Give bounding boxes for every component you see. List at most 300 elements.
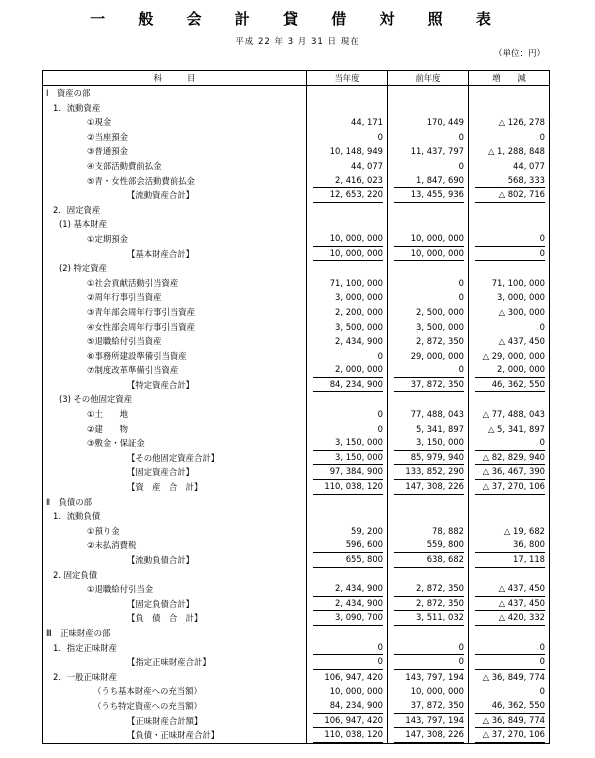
current-year-value: 71, 100, 000 (329, 277, 383, 288)
table-row (43, 86, 550, 101)
change-value: △ 36, 849, 774 (475, 714, 545, 729)
previous-year-value-cell (388, 115, 469, 130)
change-value-cell (469, 232, 550, 247)
row-label: ④支部活動費前払金 (43, 159, 307, 174)
previous-year-value-cell (388, 130, 469, 145)
current-year-value: 44, 077 (351, 160, 383, 171)
table-row (43, 174, 550, 189)
previous-year-value: 10, 000, 000 (410, 686, 464, 697)
change-value-cell (469, 276, 550, 291)
previous-year-value-cell (388, 305, 469, 320)
table-row (43, 334, 550, 349)
change-value-cell (469, 641, 550, 656)
change-value: △ 802, 716 (475, 188, 545, 203)
row-label: （うち特定資産への充当額） (43, 699, 307, 714)
change-value-cell (469, 714, 550, 729)
row-label: 【流動資産合計】 (43, 188, 307, 203)
previous-year-value-cell (388, 728, 469, 743)
current-year-value: 84, 234, 900 (313, 699, 383, 714)
current-year-value: 655, 800 (313, 553, 383, 568)
row-label: Ⅰ 資産の部 (43, 86, 307, 101)
previous-year-value: 133, 852, 290 (394, 465, 464, 480)
table-row (43, 436, 550, 451)
row-label: ④女性部会周年行事引当資産 (43, 320, 307, 335)
change-value: 0 (539, 686, 545, 697)
table-row (43, 553, 550, 568)
previous-year-value: 147, 308, 226 (394, 480, 464, 495)
current-year-value-cell (307, 495, 388, 510)
change-value-cell (469, 363, 550, 378)
previous-year-value-cell (388, 232, 469, 247)
current-year-value: 2, 416, 023 (313, 174, 383, 189)
current-year-value: 106, 947, 420 (313, 714, 383, 729)
table-row (43, 101, 550, 116)
current-year-value-cell (307, 641, 388, 656)
previous-year-value-cell (388, 276, 469, 291)
current-year-value-cell (307, 480, 388, 495)
change-value-cell (469, 320, 550, 335)
change-value-cell (469, 509, 550, 524)
row-label: (1) 基本財産 (43, 217, 307, 232)
row-label: 【資 産 合 計】 (43, 480, 307, 495)
change-value-cell (469, 495, 550, 510)
table-row (43, 261, 550, 276)
row-label: 【その他固定資産合計】 (43, 451, 307, 466)
change-value: 0 (475, 641, 545, 656)
table-row (43, 115, 550, 130)
current-year-value: 97, 384, 900 (313, 465, 383, 480)
change-value-cell (469, 378, 550, 393)
change-value: △ 1, 288, 848 (487, 146, 545, 157)
current-year-value: 0 (313, 655, 383, 670)
change-value: 36, 800 (475, 538, 545, 553)
table-row (43, 247, 550, 262)
row-label: ②当座預金 (43, 130, 307, 145)
change-value-cell (469, 349, 550, 364)
row-label: ⑦制度改革準備引当資産 (43, 363, 307, 378)
change-value: △ 37, 270, 106 (475, 480, 545, 495)
previous-year-value: 170, 449 (426, 117, 464, 128)
change-value-cell (469, 130, 550, 145)
current-year-value-cell (307, 203, 388, 218)
as-of-date: 平成 22 年 3 月 31 日 現在 (235, 37, 360, 47)
header-current-year: 当年度 (307, 71, 388, 86)
previous-year-value: 5, 341, 897 (416, 423, 464, 434)
change-value-cell (469, 684, 550, 699)
row-label: 1．流動負債 (43, 509, 307, 524)
row-label: ①退職給付引当金 (43, 582, 307, 597)
current-year-value-cell (307, 553, 388, 568)
change-value-cell (469, 247, 550, 262)
previous-year-value: 2, 872, 350 (394, 582, 464, 597)
current-year-value-cell (307, 611, 388, 626)
previous-year-value-cell (388, 261, 469, 276)
change-value-cell (469, 174, 550, 189)
table-row (43, 232, 550, 247)
unit-label: （単位：円） (493, 49, 545, 59)
previous-year-value-cell (388, 188, 469, 203)
table-row (43, 495, 550, 510)
previous-year-value: 3, 150, 000 (394, 436, 464, 451)
change-value: 44, 077 (513, 160, 545, 171)
change-value: △ 437, 450 (475, 582, 545, 597)
previous-year-value-cell (388, 203, 469, 218)
change-value: △ 437, 450 (475, 597, 545, 612)
table-row (43, 480, 550, 495)
change-value: 46, 362, 550 (475, 699, 545, 714)
row-label: 2. 固定負債 (43, 568, 307, 583)
previous-year-value: 2, 872, 350 (394, 597, 464, 612)
previous-year-value: 0 (458, 292, 464, 303)
previous-year-value-cell (388, 392, 469, 407)
previous-year-value: 0 (394, 363, 464, 378)
change-value: △ 5, 341, 897 (487, 423, 545, 434)
previous-year-value-cell (388, 641, 469, 656)
current-year-value-cell (307, 363, 388, 378)
row-label: Ⅲ 正味財産の部 (43, 626, 307, 641)
current-year-value: 10, 000, 000 (313, 247, 383, 262)
change-value: △ 126, 278 (498, 117, 545, 128)
row-label: 【基本財産合計】 (43, 247, 307, 262)
current-year-value: 44, 171 (351, 117, 383, 128)
table-row (43, 422, 550, 437)
change-value-cell (469, 611, 550, 626)
current-year-value-cell (307, 232, 388, 247)
previous-year-value-cell (388, 451, 469, 466)
change-value-cell (469, 101, 550, 116)
current-year-value: 3, 150, 000 (313, 436, 383, 451)
current-year-value: 2, 200, 000 (335, 306, 383, 317)
row-label: （うち基本財産への充当額） (43, 684, 307, 699)
row-label: 2．一般正味財産 (43, 670, 307, 685)
previous-year-value-cell (388, 568, 469, 583)
change-value-cell (469, 553, 550, 568)
change-value-cell (469, 144, 550, 159)
change-value: 0 (475, 655, 545, 670)
current-year-value: 12, 653, 220 (313, 188, 383, 203)
change-value-cell (469, 582, 550, 597)
previous-year-value: 3, 511, 032 (394, 611, 464, 626)
table-row (43, 392, 550, 407)
change-value-cell (469, 670, 550, 685)
previous-year-value: 0 (458, 160, 464, 171)
current-year-value-cell (307, 86, 388, 101)
change-value: △ 77, 488, 043 (482, 409, 545, 420)
current-year-value-cell (307, 144, 388, 159)
previous-year-value-cell (388, 655, 469, 670)
change-value: 17, 118 (475, 553, 545, 568)
current-year-value: 10, 000, 000 (329, 686, 383, 697)
current-year-value: 59, 200 (351, 525, 383, 536)
current-year-value: 3, 090, 700 (313, 611, 383, 626)
row-label: ⑥事務所建設準備引当資産 (43, 349, 307, 364)
change-value-cell (469, 465, 550, 480)
table-row (43, 524, 550, 539)
current-year-value-cell (307, 305, 388, 320)
previous-year-value: 3, 500, 000 (416, 321, 464, 332)
current-year-value-cell (307, 407, 388, 422)
previous-year-value-cell (388, 465, 469, 480)
row-label: 2．固定資産 (43, 203, 307, 218)
previous-year-value: 143, 797, 194 (405, 671, 464, 682)
previous-year-value-cell (388, 495, 469, 510)
header-item: 科 目 (43, 71, 307, 86)
table-row (43, 276, 550, 291)
change-value: 0 (539, 321, 545, 332)
row-label: 【特定資産合計】 (43, 378, 307, 393)
previous-year-value: 13, 455, 936 (394, 188, 464, 203)
change-value: △ 37, 270, 106 (475, 728, 545, 743)
row-label: (3) その他固定資産 (43, 392, 307, 407)
change-value-cell (469, 568, 550, 583)
table-row (43, 509, 550, 524)
row-label: 【固定負債合計】 (43, 597, 307, 612)
previous-year-value: 37, 872, 350 (394, 699, 464, 714)
table-row (43, 144, 550, 159)
change-value: 71, 100, 000 (491, 277, 545, 288)
current-year-value-cell (307, 217, 388, 232)
current-year-value: 0 (377, 423, 383, 434)
row-label: 1．指定正味財産 (43, 641, 307, 656)
table-row (43, 290, 550, 305)
previous-year-value-cell (388, 538, 469, 553)
row-label: ②未払消費税 (43, 538, 307, 553)
previous-year-value-cell (388, 699, 469, 714)
table-row (43, 130, 550, 145)
row-label: 1．流動資産 (43, 101, 307, 116)
row-label: 【負 債 合 計】 (43, 611, 307, 626)
header-previous-year: 前年度 (388, 71, 469, 86)
previous-year-value-cell (388, 320, 469, 335)
row-label: ①土 地 (43, 407, 307, 422)
table-row (43, 159, 550, 174)
previous-year-value-cell (388, 290, 469, 305)
current-year-value: 3, 000, 000 (335, 292, 383, 303)
current-year-value-cell (307, 655, 388, 670)
current-year-value-cell (307, 538, 388, 553)
row-label: ⑤青・女性部会活動費前払金 (43, 174, 307, 189)
current-year-value-cell (307, 188, 388, 203)
previous-year-value-cell (388, 86, 469, 101)
change-value-cell (469, 290, 550, 305)
row-label: ③敷金・保証金 (43, 436, 307, 451)
current-year-value: 10, 000, 000 (313, 232, 383, 247)
table-row (43, 538, 550, 553)
previous-year-value: 559, 800 (394, 538, 464, 553)
current-year-value: 0 (377, 131, 383, 142)
change-value-cell (469, 480, 550, 495)
previous-year-value-cell (388, 714, 469, 729)
previous-year-value-cell (388, 174, 469, 189)
previous-year-value-cell (388, 247, 469, 262)
previous-year-value: 143, 797, 194 (394, 714, 464, 729)
table-row (43, 451, 550, 466)
change-value: 0 (475, 436, 545, 451)
change-value-cell (469, 626, 550, 641)
row-label: 【正味財産合計額】 (43, 714, 307, 729)
table-row (43, 305, 550, 320)
current-year-value-cell (307, 247, 388, 262)
previous-year-value-cell (388, 626, 469, 641)
current-year-value-cell (307, 334, 388, 349)
change-value: 0 (539, 131, 545, 142)
previous-year-value-cell (388, 582, 469, 597)
current-year-value-cell (307, 714, 388, 729)
change-value-cell (469, 436, 550, 451)
current-year-value-cell (307, 130, 388, 145)
previous-year-value: 78, 882 (432, 525, 464, 536)
current-year-value: 110, 038, 120 (313, 728, 383, 743)
current-year-value: 2, 000, 000 (313, 363, 383, 378)
change-value: 0 (475, 232, 545, 247)
change-value: △ 36, 849, 774 (482, 671, 545, 682)
row-label: ①現金 (43, 115, 307, 130)
previous-year-value-cell (388, 217, 469, 232)
current-year-value-cell (307, 261, 388, 276)
current-year-value: 0 (377, 409, 383, 420)
current-year-value-cell (307, 174, 388, 189)
change-value: △ 300, 000 (498, 306, 545, 317)
previous-year-value-cell (388, 684, 469, 699)
previous-year-value-cell (388, 378, 469, 393)
current-year-value-cell (307, 276, 388, 291)
previous-year-value-cell (388, 349, 469, 364)
change-value-cell (469, 334, 550, 349)
current-year-value-cell (307, 597, 388, 612)
change-value-cell (469, 422, 550, 437)
table-row (43, 349, 550, 364)
header-change: 増 減 (469, 71, 550, 86)
current-year-value: 596, 600 (313, 538, 383, 553)
previous-year-value: 147, 308, 226 (394, 728, 464, 743)
table-row (43, 465, 550, 480)
document-title: 一 般 会 計 貸 借 対 照 表 (90, 10, 505, 28)
row-label: ②建 物 (43, 422, 307, 437)
balance-sheet-table (42, 70, 550, 744)
current-year-value-cell (307, 349, 388, 364)
current-year-value-cell (307, 378, 388, 393)
previous-year-value: 29, 000, 000 (410, 350, 464, 361)
current-year-value-cell (307, 290, 388, 305)
change-value-cell (469, 597, 550, 612)
current-year-value-cell (307, 626, 388, 641)
previous-year-value-cell (388, 436, 469, 451)
current-year-value-cell (307, 699, 388, 714)
change-value-cell (469, 217, 550, 232)
current-year-value-cell (307, 728, 388, 743)
current-year-value-cell (307, 422, 388, 437)
table-row (43, 320, 550, 335)
current-year-value: 3, 500, 000 (335, 321, 383, 332)
current-year-value-cell (307, 451, 388, 466)
current-year-value: 2, 434, 900 (313, 597, 383, 612)
previous-year-value-cell (388, 144, 469, 159)
previous-year-value-cell (388, 524, 469, 539)
row-label: ①定期預金 (43, 232, 307, 247)
row-label: ⑤退職給付引当資産 (43, 334, 307, 349)
previous-year-value: 0 (394, 655, 464, 670)
change-value-cell (469, 699, 550, 714)
previous-year-value-cell (388, 363, 469, 378)
row-label: (2) 特定資産 (43, 261, 307, 276)
table-row (43, 714, 550, 729)
change-value-cell (469, 86, 550, 101)
previous-year-value: 11, 437, 797 (410, 146, 464, 157)
change-value-cell (469, 728, 550, 743)
current-year-value-cell (307, 436, 388, 451)
change-value: △ 420, 332 (475, 611, 545, 626)
current-year-value-cell (307, 101, 388, 116)
previous-year-value-cell (388, 670, 469, 685)
change-value: 3, 000, 000 (497, 292, 545, 303)
previous-year-value-cell (388, 509, 469, 524)
row-label: 【固定資産合計】 (43, 465, 307, 480)
row-label: ③普通預金 (43, 144, 307, 159)
table-row (43, 684, 550, 699)
table-row (43, 378, 550, 393)
change-value-cell (469, 655, 550, 670)
current-year-value-cell (307, 684, 388, 699)
table-header-row (43, 71, 550, 86)
change-value-cell (469, 203, 550, 218)
table-row (43, 611, 550, 626)
current-year-value-cell (307, 465, 388, 480)
previous-year-value: 638, 682 (394, 553, 464, 568)
row-label: 【流動負債合計】 (43, 553, 307, 568)
change-value: △ 29, 000, 000 (482, 350, 545, 361)
previous-year-value-cell (388, 480, 469, 495)
change-value-cell (469, 451, 550, 466)
table-row (43, 670, 550, 685)
row-label: 【指定正味財産合計】 (43, 655, 307, 670)
row-label: 【負債・正味財産合計】 (43, 728, 307, 743)
current-year-value: 84, 234, 900 (313, 378, 383, 393)
table-row (43, 582, 550, 597)
previous-year-value: 1, 847, 690 (394, 174, 464, 189)
previous-year-value-cell (388, 553, 469, 568)
current-year-value: 106, 947, 420 (324, 671, 383, 682)
table-row (43, 655, 550, 670)
row-label: ③青年部会周年行事引当資産 (43, 305, 307, 320)
row-label: Ⅱ 負債の部 (43, 495, 307, 510)
change-value-cell (469, 407, 550, 422)
current-year-value: 110, 038, 120 (313, 480, 383, 495)
change-value: △ 36, 467, 390 (475, 465, 545, 480)
table-row (43, 363, 550, 378)
current-year-value: 0 (377, 350, 383, 361)
table-body (43, 86, 550, 744)
previous-year-value-cell (388, 597, 469, 612)
row-label: ①預り金 (43, 524, 307, 539)
previous-year-value-cell (388, 334, 469, 349)
current-year-value-cell (307, 392, 388, 407)
current-year-value-cell (307, 524, 388, 539)
change-value: 0 (475, 247, 545, 262)
previous-year-value-cell (388, 407, 469, 422)
change-value-cell (469, 188, 550, 203)
current-year-value: 3, 150, 000 (313, 451, 383, 466)
previous-year-value-cell (388, 422, 469, 437)
previous-year-value: 85, 979, 940 (394, 451, 464, 466)
table-row (43, 407, 550, 422)
previous-year-value-cell (388, 101, 469, 116)
previous-year-value-cell (388, 159, 469, 174)
current-year-value-cell (307, 568, 388, 583)
row-label: ①社会貢献活動引当資産 (43, 276, 307, 291)
row-label: ②周年行事引当資産 (43, 290, 307, 305)
table-row (43, 641, 550, 656)
change-value: △ 437, 450 (498, 336, 545, 347)
